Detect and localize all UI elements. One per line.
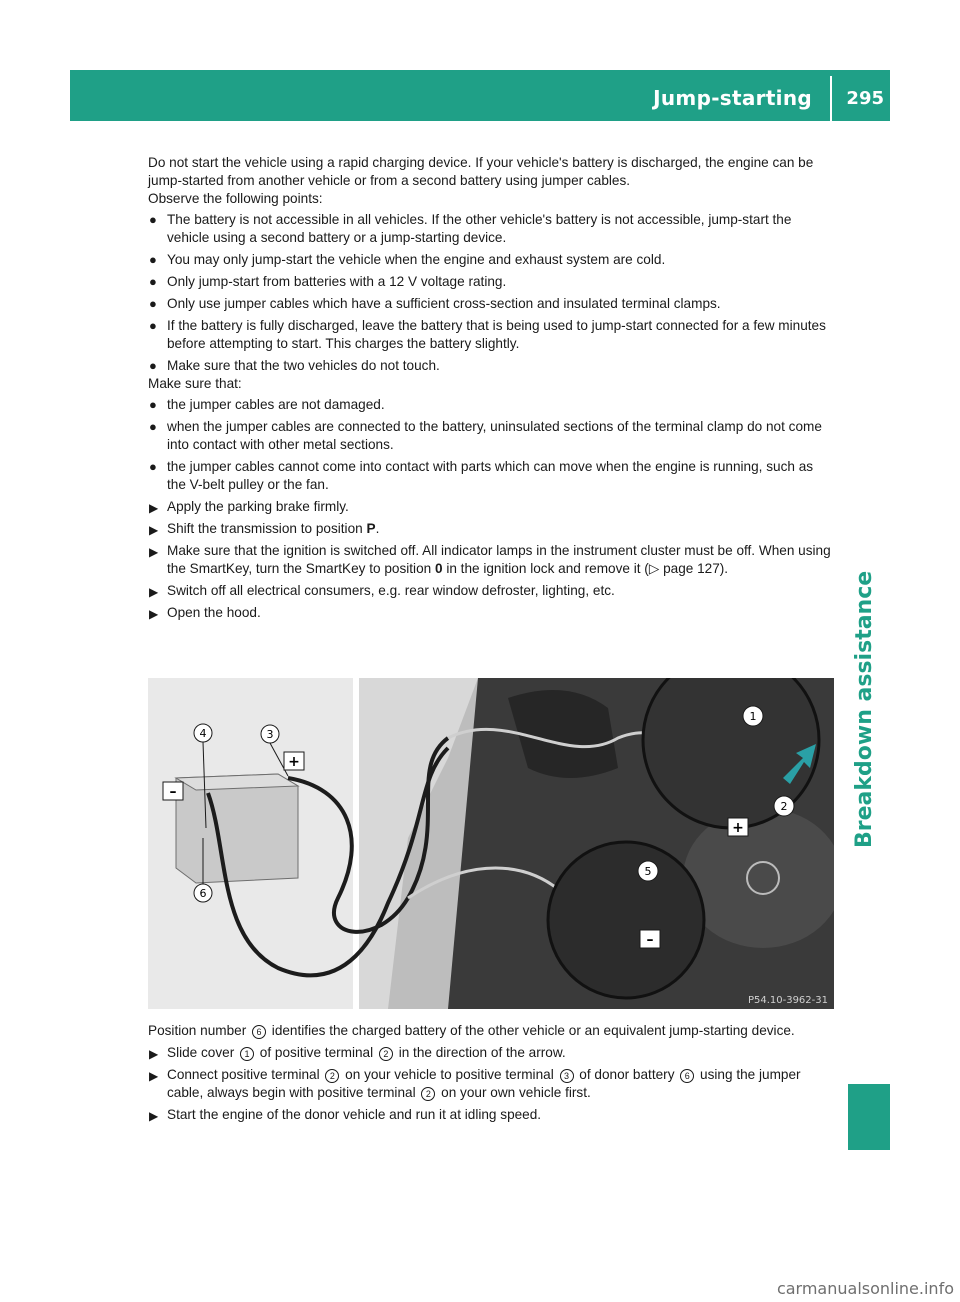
svg-text:1: 1 <box>749 710 757 723</box>
svg-text:+: + <box>288 754 300 770</box>
observe-heading: Observe the following points: <box>148 191 323 206</box>
step-item: ▶ Start the engine of the donor vehicle and run it at idling speed. <box>149 1107 542 1123</box>
position-number-badge: 3 <box>560 1069 574 1083</box>
step-arrow-icon: ▶ <box>149 1047 159 1061</box>
chapter-label: Breakdown assistance <box>852 570 877 848</box>
bullet-mark: ● <box>149 252 157 267</box>
list-item: ● Only use jumper cables which have a sufficient cross-section and insulated terminal clamps. <box>149 296 721 311</box>
svg-text:6: 6 <box>199 887 207 900</box>
step-arrow-icon: ▶ <box>149 1069 159 1083</box>
bullet-mark: ● <box>149 419 157 434</box>
bullet-mark: ● <box>149 296 157 311</box>
page-header <box>70 70 890 121</box>
figure-code: P54.10-3962-31 <box>747 995 828 1006</box>
header-divider <box>830 76 832 121</box>
step-item: ▶ Open the hood. <box>149 605 261 621</box>
bullet-mark: ● <box>149 212 157 227</box>
section-title: Jump-starting <box>653 86 812 110</box>
minus-marker-battery <box>163 782 183 800</box>
plus-marker-vehicle <box>728 818 748 836</box>
chapter-marker-block <box>848 1084 890 1150</box>
position-number-badge: 2 <box>325 1069 339 1083</box>
step-item: ▶ Apply the parking brake firmly. <box>149 499 349 515</box>
list-item: ● If the battery is fully discharged, leave the battery that is being used to jump-start connected for a few minutes before attempting to start. This charges the battery slightly. <box>149 318 826 351</box>
plus-marker-battery <box>284 752 304 770</box>
step-arrow-icon: ▶ <box>149 523 159 537</box>
list-item: ● the jumper cables cannot come into contact with parts which can move when the engine is running, such as the V-belt pulley or the fan. <box>149 459 814 492</box>
step-arrow-icon: ▶ <box>149 501 159 515</box>
position-number-badge: 2 <box>421 1087 435 1101</box>
svg-text:5: 5 <box>644 865 652 878</box>
svg-text:2: 2 <box>780 800 788 813</box>
list-item: ● when the jumper cables are connected to the battery, uninsulated sections of the terminal clamp do not come into contact with other metal sections. <box>149 419 822 452</box>
svg-text:+: + <box>732 820 744 836</box>
step-arrow-icon: ▶ <box>149 545 159 559</box>
position-number-badge: 6 <box>252 1025 266 1039</box>
bullet-mark: ● <box>149 358 157 373</box>
jump-start-illustration <box>148 678 834 1009</box>
page-number: 295 <box>846 88 884 109</box>
svg-text:4: 4 <box>199 727 207 740</box>
svg-text:–: – <box>169 784 177 800</box>
intro-paragraph: Do not start the vehicle using a rapid charging device. If your vehicle's battery is discharged, the engine can be jump-started from another vehicle or from a second battery using jumper cables. <box>148 155 814 188</box>
caption-paragraph: Position number 6 identifies the charged battery of the other vehicle or an equivalent jump-starting device. <box>148 1023 795 1038</box>
list-item: ● the jumper cables are not damaged. <box>149 397 385 412</box>
make-sure-heading: Make sure that: <box>148 376 242 391</box>
donor-battery-body <box>176 774 298 883</box>
svg-text:–: – <box>646 932 654 948</box>
site-watermark: carmanualsonline.info <box>776 1279 954 1298</box>
callout-2 <box>774 796 794 816</box>
step-item: ▶ Connect positive terminal 2 on your vehicle to positive terminal 3 of donor battery 6 using the jumper cable, always begin with positive terminal 2 on your own vehicle first. <box>149 1067 801 1100</box>
bullet-mark: ● <box>149 459 157 474</box>
callout-5 <box>638 861 658 881</box>
bullet-mark: ● <box>149 397 157 412</box>
callout-1 <box>743 706 763 726</box>
position-number-badge: 6 <box>680 1069 694 1083</box>
list-item: ● You may only jump-start the vehicle when the engine and exhaust system are cold. <box>149 252 666 267</box>
illustration-graphic <box>148 678 834 1009</box>
chapter-side-tab <box>836 548 890 848</box>
position-number-badge: 2 <box>379 1047 393 1061</box>
page-ref-link[interactable]: page 127). <box>659 561 729 576</box>
list-item: ● The battery is not accessible in all vehicles. If the other vehicle's battery is not accessible, jump-start the vehicle using a second battery or a jump-starting device. <box>149 212 792 245</box>
page-ref-triangle-icon: ▷ <box>648 561 660 576</box>
step-item: ▶ Switch off all electrical consumers, e.g. rear window defroster, lighting, etc. <box>149 583 615 599</box>
list-item: ● Only jump-start from batteries with a 12 V voltage rating. <box>149 274 507 289</box>
step-item: ▶ Slide cover 1 of positive terminal 2 in the direction of the arrow. <box>149 1045 566 1061</box>
body-text <box>148 154 834 622</box>
detail-view-ground <box>548 842 704 998</box>
bullet-mark: ● <box>149 274 157 289</box>
bullet-mark: ● <box>149 318 157 333</box>
step-arrow-icon: ▶ <box>149 607 159 621</box>
step-item: ▶ Shift the transmission to position P. <box>149 521 380 537</box>
position-number-badge: 1 <box>240 1047 254 1061</box>
minus-marker-vehicle <box>640 930 660 948</box>
list-item: ● Make sure that the two vehicles do not touch. <box>149 358 440 373</box>
step-item: ▶ Make sure that the ignition is switched off. All indicator lamps in the instrument cluster must be off. When using the SmartKey, turn the SmartKey to position 0 in the ignition lock and remove it (▷ page 127). <box>149 543 831 576</box>
figure-caption-section <box>148 1022 834 1124</box>
step-arrow-icon: ▶ <box>149 585 159 599</box>
step-arrow-icon: ▶ <box>149 1109 159 1123</box>
svg-text:3: 3 <box>266 728 274 741</box>
